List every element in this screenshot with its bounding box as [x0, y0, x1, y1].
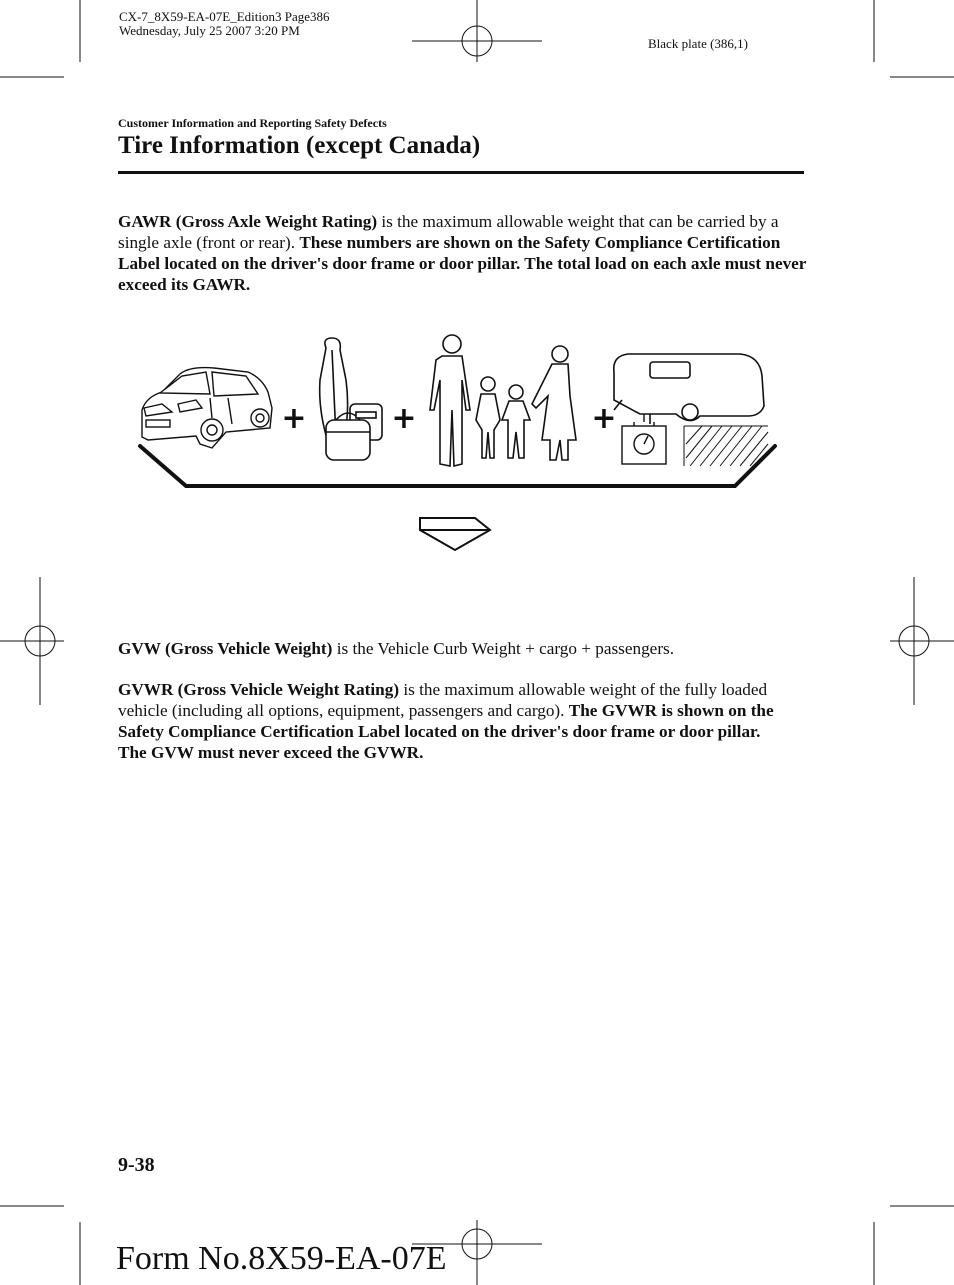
luggage-icon: [320, 338, 382, 460]
page-number: 9-38: [118, 1154, 155, 1176]
plus-operator-2: +: [391, 401, 417, 436]
gawr-emphasis: These numbers are shown on the Safety Compliance Certification Label located on the driver's door frame or door pillar. The total load on each axle must never exceed its GAWR.: [118, 233, 807, 294]
gawr-term: GAWR (Gross Axle Weight Rating): [118, 212, 378, 231]
print-meta-date: Wednesday, July 25 2007 3:20 PM: [119, 23, 300, 38]
trailer-icon: [614, 354, 764, 424]
family-icon: [430, 335, 576, 466]
gvw-term: GVW (Gross Vehicle Weight): [118, 639, 333, 658]
car-icon: [142, 368, 272, 448]
plus-operator-1: +: [281, 401, 307, 436]
scale-icon: [622, 414, 666, 464]
print-meta-plate: Black plate (386,1): [648, 36, 748, 51]
gvwr-paragraph: [118, 679, 786, 763]
gawr-text: is the maximum allowable weight that can be carried by a single axle (front or rear).: [118, 212, 779, 252]
gawr-paragraph: [118, 211, 808, 295]
form-number: Form No.8X59-EA-07E: [116, 1240, 447, 1277]
down-arrow-icon: [420, 518, 490, 550]
gvw-text: is the Vehicle Curb Weight + cargo + passengers.: [332, 639, 675, 658]
gvwr-emphasis: The GVWR is shown on the Safety Compliance Certification Label located on the driver's door frame or door pillar. The GVW must never exceed the GVWR.: [118, 701, 774, 762]
title-rule: [118, 171, 804, 174]
ground-hatch: [684, 426, 768, 466]
plus-operator-3: +: [591, 401, 617, 436]
section-label: Customer Information and Reporting Safety Defects: [118, 116, 387, 130]
page-title: Tire Information (except Canada): [118, 132, 481, 159]
gvw-illustration: [0, 330, 954, 590]
print-meta-job: CX-7_8X59-EA-07E_Edition3 Page386: [119, 9, 330, 24]
gvw-paragraph: [118, 638, 808, 659]
gvwr-term: GVWR (Gross Vehicle Weight Rating): [118, 680, 400, 699]
gvwr-text: is the maximum allowable weight of the fully loaded vehicle (including all options, equipment, passengers and cargo).: [118, 680, 768, 720]
